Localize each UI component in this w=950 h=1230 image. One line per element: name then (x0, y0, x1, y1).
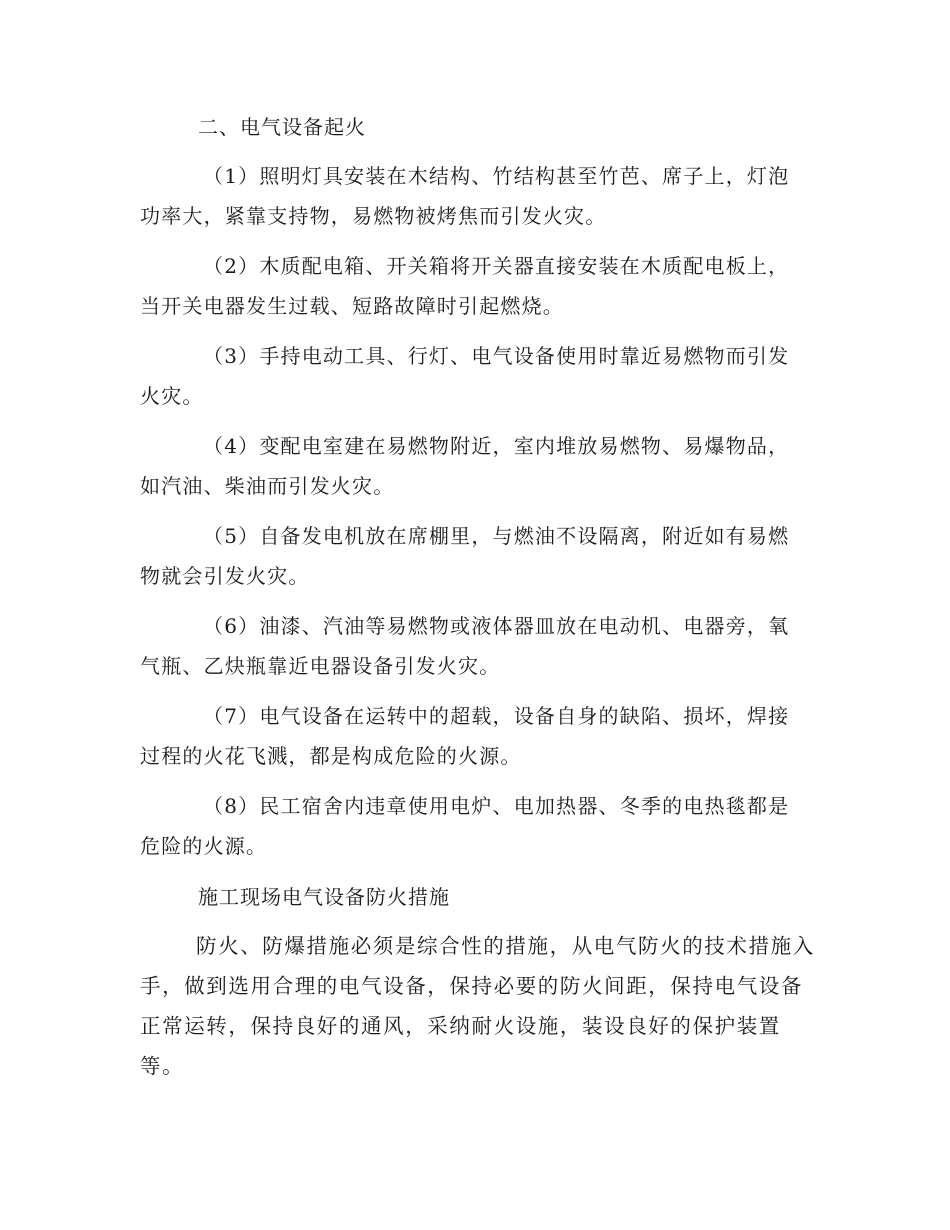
section-heading: 二、电气设备起火 (198, 115, 366, 139)
subheading: 施工现场电气设备防火措施 (198, 885, 450, 909)
paragraph-line: 正常运转，保持良好的通风，采纳耐火设施，装设良好的保护装置 (140, 1014, 781, 1038)
list-item-5 (140, 516, 800, 596)
item-line: （1）照明灯具安装在木结构、竹结构甚至竹芭、席子上，灯泡 (203, 164, 790, 188)
item-line: 功率大，紧靠支持物，易燃物被烤焦而引发火灾。 (140, 204, 607, 228)
list-item-4 (140, 426, 800, 506)
list-item-6 (140, 606, 800, 686)
paragraph-line: 等。 (140, 1054, 185, 1078)
item-line: （8）民工宿舍内违章使用电炉、电加热器、冬季的电热毯都是 (203, 794, 790, 818)
closing-paragraph (140, 926, 815, 1086)
item-line: （3）手持电动工具、行灯、电气设备使用时靠近易燃物而引发 (203, 344, 790, 368)
item-line: 火灾。 (140, 384, 204, 408)
list-item-1 (140, 156, 800, 236)
item-line: （6）油漆、汽油等易燃物或液体器皿放在电动机、电器旁，氧 (203, 614, 790, 638)
item-line: （7）电气设备在运转中的超载，设备自身的缺陷、损坏，焊接 (203, 704, 790, 728)
item-line: （2）木质配电箱、开关箱将开关器直接安装在木质配电板上， (203, 254, 790, 278)
paragraph-line: 手，做到选用合理的电气设备，保持必要的防火间距，保持电气设备 (140, 974, 803, 998)
item-line: 危险的火源。 (140, 834, 268, 858)
item-line: 当开关电器发生过载、短路故障时引起燃烧。 (140, 294, 564, 318)
item-line: 物就会引发火灾。 (140, 564, 310, 588)
paragraph-line: 防火、防爆措施必须是综合性的措施，从电气防火的技术措施入 (196, 934, 815, 958)
list-item-7 (140, 696, 800, 776)
item-line: 如汽油、柴油而引发火灾。 (140, 474, 395, 498)
list-item-2 (140, 246, 800, 326)
item-line: （5）自备发电机放在席棚里，与燃油不设隔离，附近如有易燃 (203, 524, 790, 548)
list-item-3 (140, 336, 800, 416)
item-line: 过程的火花飞溅，都是构成危险的火源。 (140, 744, 522, 768)
list-item-8 (140, 786, 800, 866)
item-line: 气瓶、乙炔瓶靠近电器设备引发火灾。 (140, 654, 501, 678)
item-line: （4）变配电室建在易燃物附近，室内堆放易燃物、易爆物品， (203, 434, 790, 458)
